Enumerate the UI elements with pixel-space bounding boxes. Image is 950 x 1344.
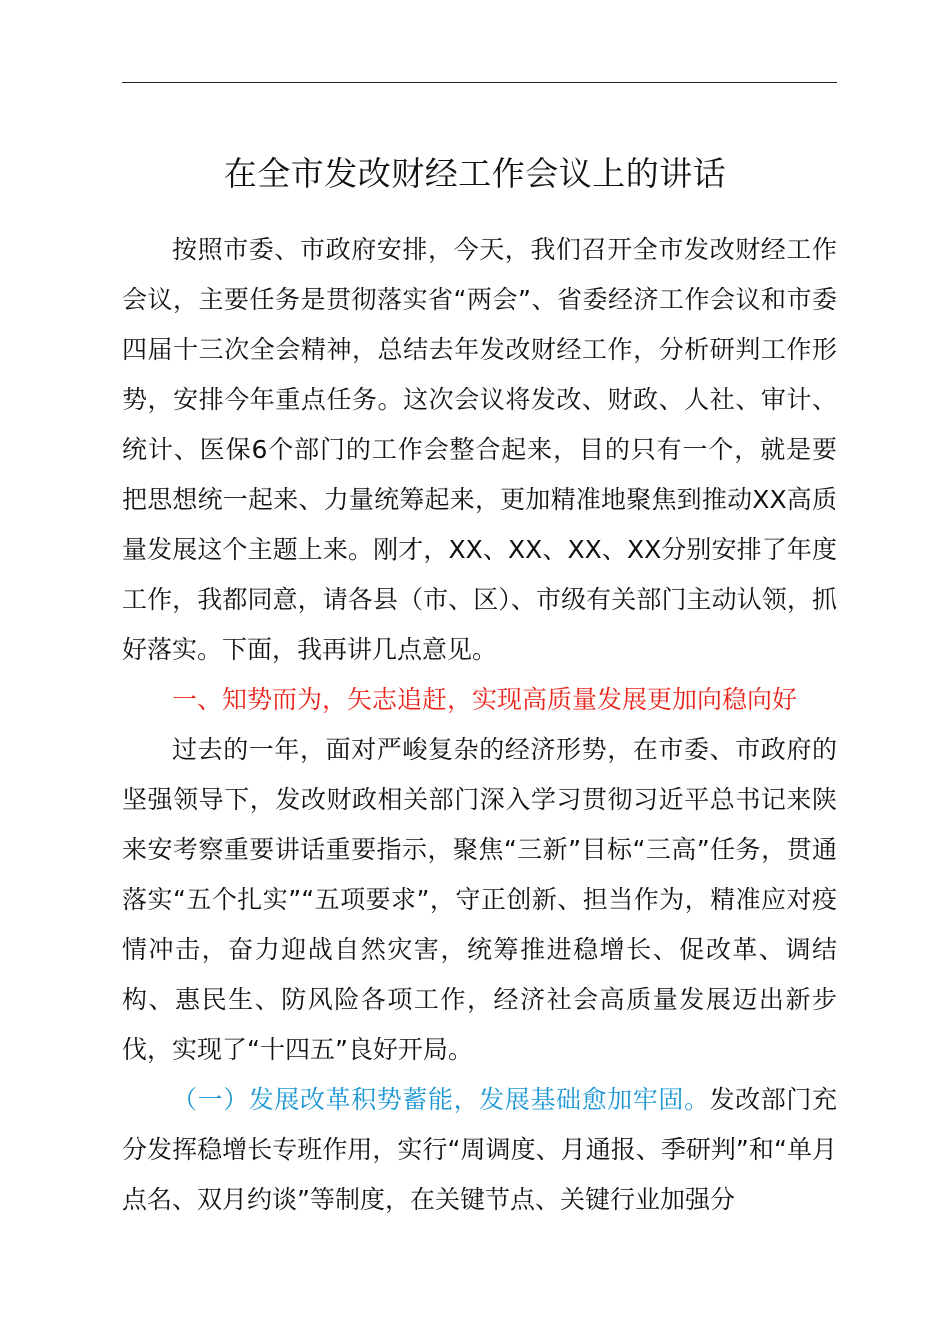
paragraph-intro: 按照市委、市政府安排，今天，我们召开全市发改财经工作会议，主要任务是贯彻落实省“两会”、省委经济工作会议和市委四届十三次全会精神，总结去年发改财经工作，分析研判工作形势，安排今年重点任务。这次会议将发改、财政、人社、审计、统计、医保6个部门的工作会整合起来，目的只有一个，就是要把思想统一起来、力量统筹起来，更加精准地聚焦到推动XX高质量发展这个主题上来。刚才，XX、XX、XX、XX分别安排了年度工作，我都同意，请各县（市、区）、市级有关部门主动认领，抓好落实。下面，我再讲几点意见。 [122,235,837,664]
header-rule [122,82,837,83]
document-body [122,225,837,1225]
paragraph-reform [122,1075,837,1225]
paragraph-reform-body: 发改部门充分发挥稳增长专班作用，实行“周调度、月通报、季研判”和“单月点名、双月约谈”等制度，在关键节点、关键行业加强分 [122,1085,837,1214]
document-title: 在全市发改财经工作会议上的讲话 [223,154,727,193]
section-heading-1: 一、知势而为，矢志追赶，实现高质量发展更加向稳向好 [172,685,798,714]
paragraph-review: 过去的一年，面对严峻复杂的经济形势，在市委、市政府的坚强领导下，发改财政相关部门深入学习贯彻习近平总书记来陕来安考察重要讲话重要指示，聚焦“三新”目标“三高”任务，贯通落实“五个扎实”“五项要求”，守正创新、担当作为，精准应对疫情冲击，奋力迎战自然灾害，统筹推进稳增长、促改革、调结构、惠民生、防风险各项工作，经济社会高质量发展迈出新步伐，实现了“十四五”良好开局。 [122,735,837,1064]
subheading-1: （一）发展改革积势蓄能，发展基础愈加牢固。 [172,1085,710,1114]
